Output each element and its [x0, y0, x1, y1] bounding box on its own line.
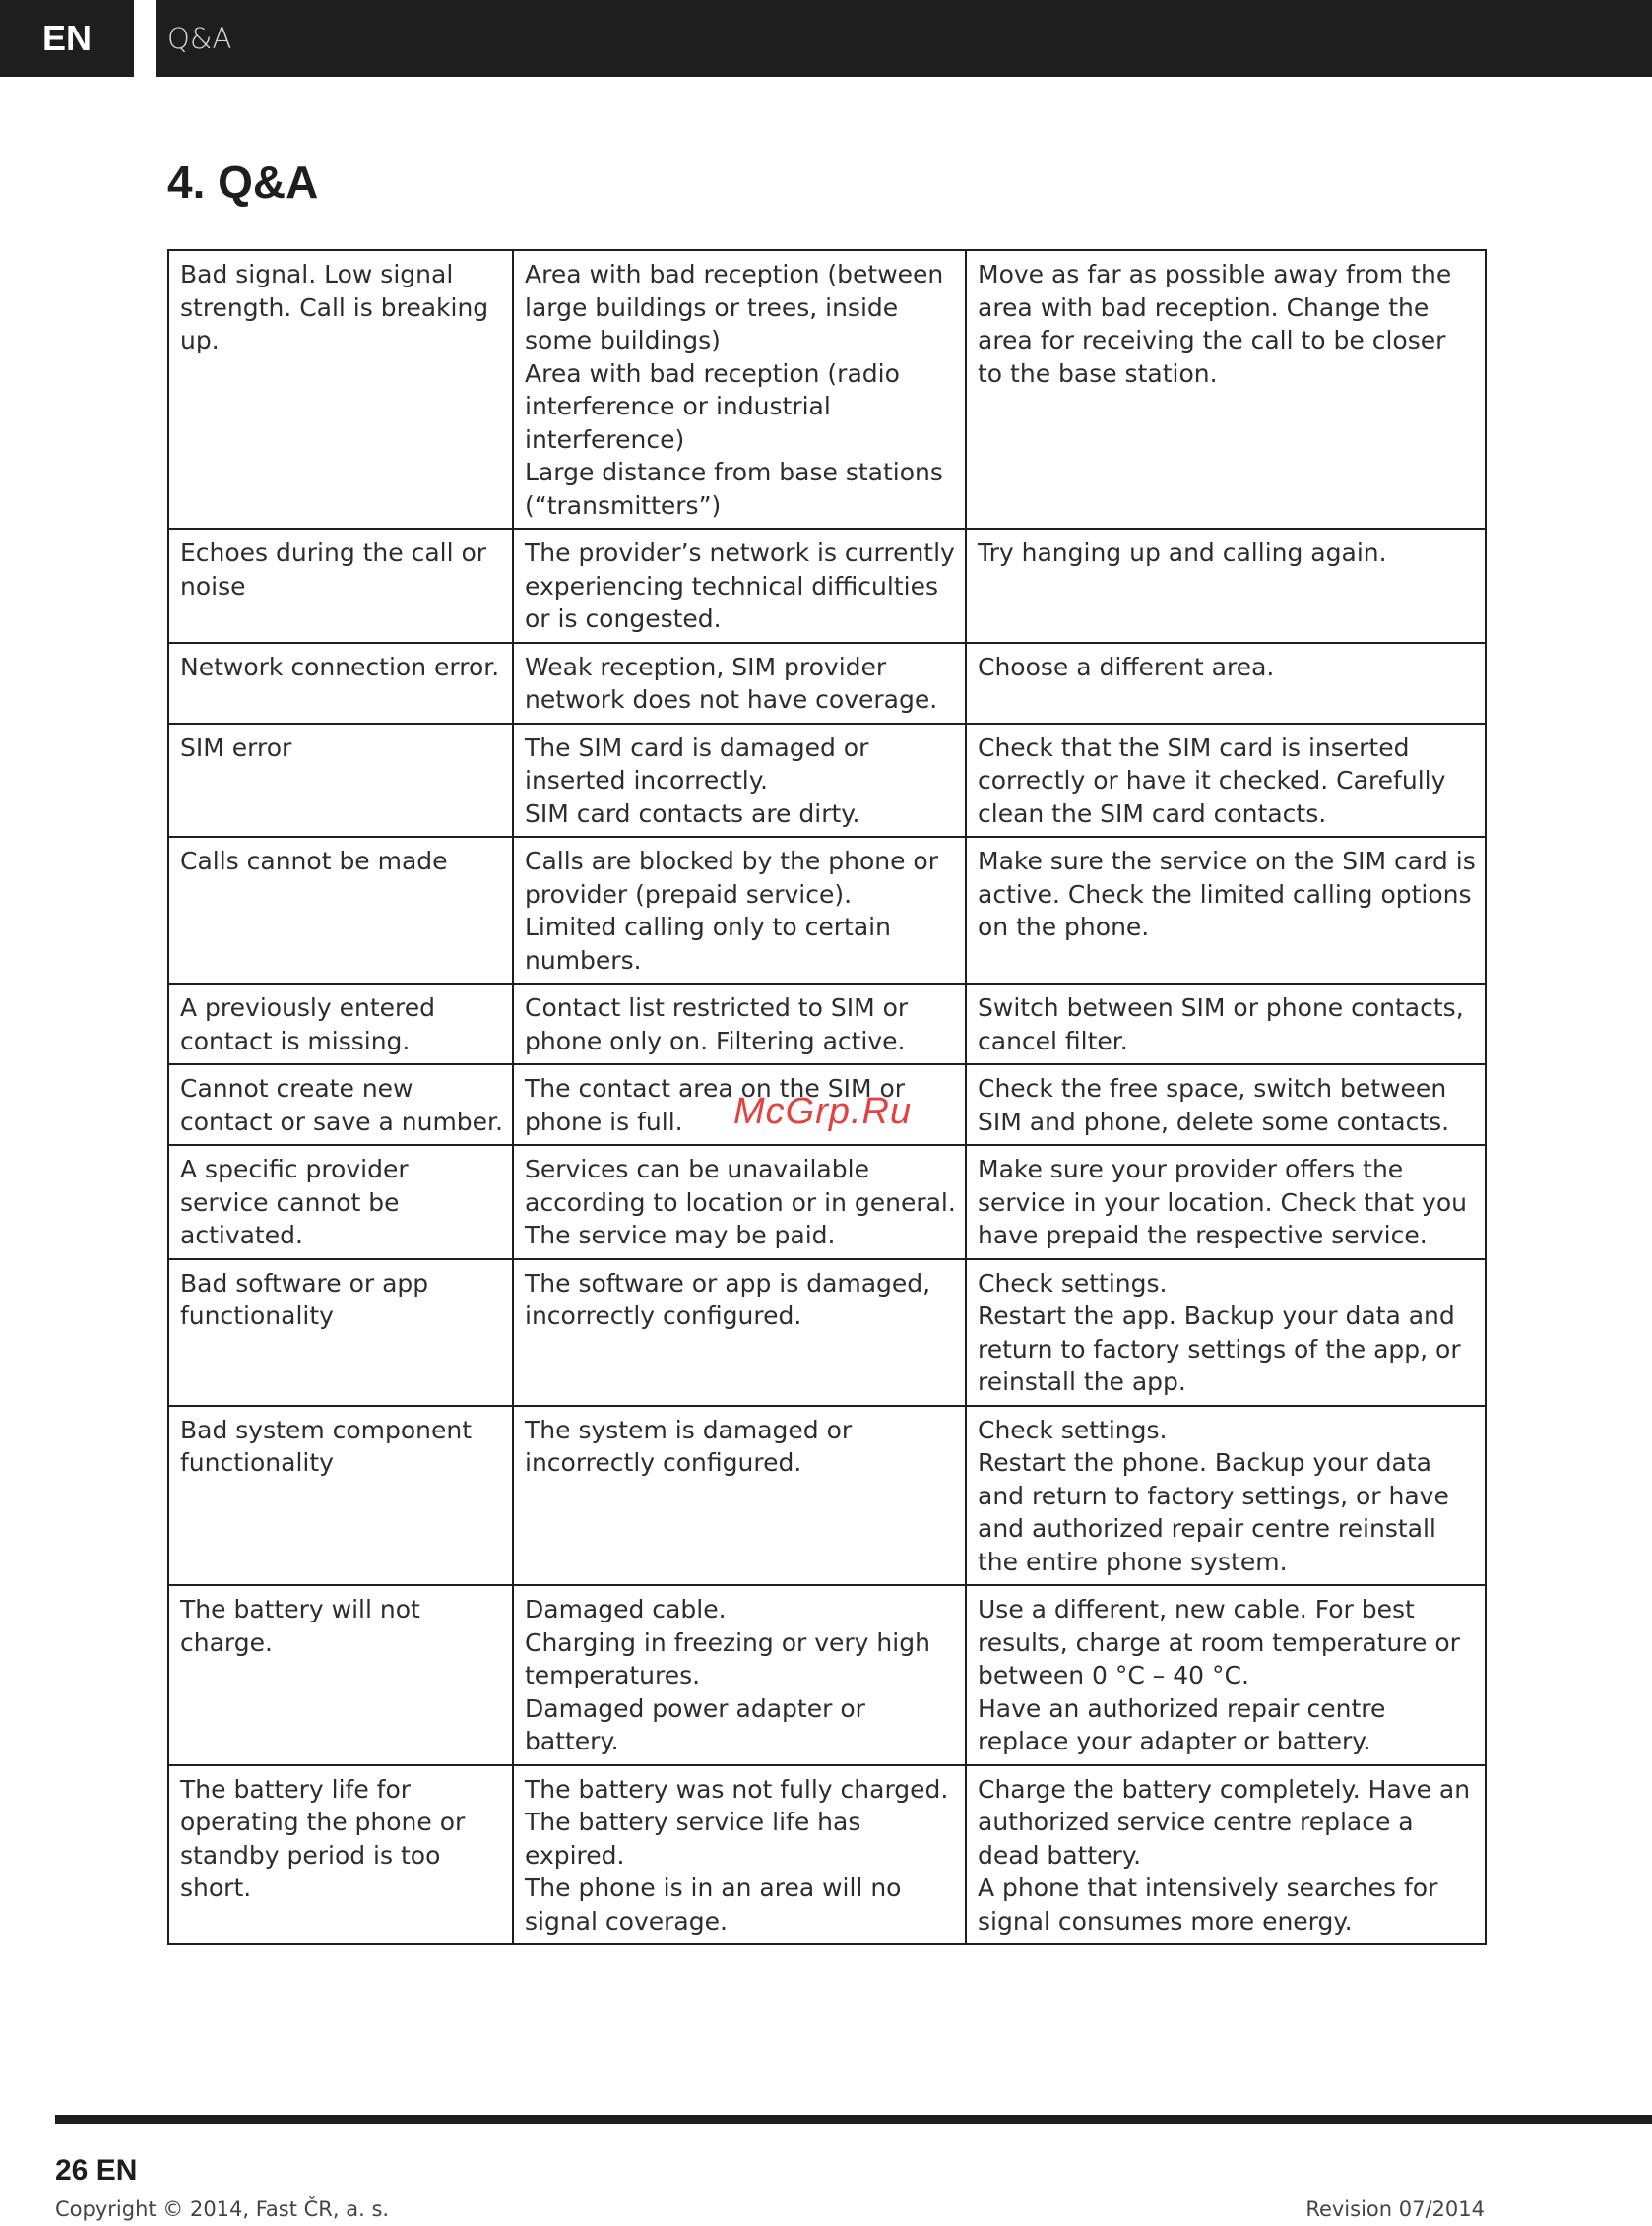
- solution-cell: Make sure the service on the SIM card is active. Check the limited calling options on the phone.: [966, 837, 1486, 984]
- cause-cell: The provider’s network is currently experiencing technical difficulties or is congested.: [513, 529, 966, 643]
- problem-cell: A specific provider service cannot be activated.: [168, 1145, 513, 1259]
- problem-cell: Echoes during the call or noise: [168, 529, 513, 643]
- solution-cell: Check the free space, switch between SIM and phone, delete some contacts.: [966, 1064, 1486, 1145]
- table-row: [168, 1259, 1486, 1406]
- solution-cell: Make sure your provider offers the service in your location. Check that you have prepaid the respective service.: [966, 1145, 1486, 1259]
- solution-cell: Check settings. Restart the app. Backup your data and return to factory settings of the app, or reinstall the app.: [966, 1259, 1486, 1406]
- cause-cell: Contact list restricted to SIM or phone only on. Filtering active.: [513, 984, 966, 1064]
- solution-cell: Try hanging up and calling again.: [966, 529, 1486, 643]
- cause-cell: The software or app is damaged, incorrectly configured.: [513, 1259, 966, 1406]
- solution-cell: Charge the battery completely. Have an authorized service centre replace a dead battery. A phone that intensively searches for signal consumes more energy.: [966, 1765, 1486, 1945]
- cause-cell: Services can be unavailable according to location or in general. The service may be paid.: [513, 1145, 966, 1259]
- revision: Revision 07/2014: [1305, 2197, 1485, 2221]
- problem-cell: Cannot create new contact or save a number.: [168, 1064, 513, 1145]
- problem-cell: The battery life for operating the phone or standby period is too short.: [168, 1765, 513, 1945]
- page-number: 26 EN: [55, 2154, 138, 2187]
- table-row: [168, 643, 1486, 724]
- solution-cell: Check settings. Restart the phone. Backup your data and return to factory settings, or have and authorized repair centre reinstall the entire phone system.: [966, 1406, 1486, 1586]
- page-title: 4. Q&A: [167, 157, 319, 208]
- cause-cell: The SIM card is damaged or inserted incorrectly. SIM card contacts are dirty.: [513, 724, 966, 838]
- table-row: [168, 529, 1486, 643]
- footer-rule: [55, 2115, 1652, 2124]
- solution-cell: Choose a different area.: [966, 643, 1486, 724]
- cause-cell: Weak reception, SIM provider network does not have coverage.: [513, 643, 966, 724]
- table-row: [168, 1585, 1486, 1765]
- cause-cell: The contact area on the SIM or phone is full.: [513, 1064, 966, 1145]
- problem-cell: Bad system component functionality: [168, 1406, 513, 1586]
- problem-cell: Bad software or app functionality: [168, 1259, 513, 1406]
- copyright: Copyright © 2014, Fast ČR, a. s.: [55, 2197, 390, 2221]
- top-bar: [0, 0, 1652, 77]
- table-row: [168, 1765, 1486, 1945]
- table-row: [168, 1145, 1486, 1259]
- problem-cell: Calls cannot be made: [168, 837, 513, 984]
- solution-cell: Switch between SIM or phone contacts, cancel filter.: [966, 984, 1486, 1064]
- table-row: [168, 250, 1486, 529]
- problem-cell: Bad signal. Low signal strength. Call is breaking up.: [168, 250, 513, 529]
- table-row: [168, 984, 1486, 1064]
- section-header: Q&A: [156, 0, 1652, 77]
- table-row: [168, 837, 1486, 984]
- language-badge: EN: [0, 0, 134, 77]
- problem-cell: Network connection error.: [168, 643, 513, 724]
- cause-cell: The battery was not fully charged. The battery service life has expired. The phone is in an area will no signal coverage.: [513, 1765, 966, 1945]
- table-row: [168, 724, 1486, 838]
- problem-cell: The battery will not charge.: [168, 1585, 513, 1765]
- watermark: McGrp.Ru: [733, 1091, 913, 1132]
- cause-cell: Calls are blocked by the phone or provider (prepaid service). Limited calling only to certain numbers.: [513, 837, 966, 984]
- solution-cell: Use a different, new cable. For best results, charge at room temperature or between 0 °C – 40 °C. Have an authorized repair centre replace your adapter or battery.: [966, 1585, 1486, 1765]
- cause-cell: Damaged cable. Charging in freezing or very high temperatures. Damaged power adapter or battery.: [513, 1585, 966, 1765]
- cause-cell: The system is damaged or incorrectly configured.: [513, 1406, 966, 1586]
- problem-cell: A previously entered contact is missing.: [168, 984, 513, 1064]
- solution-cell: Move as far as possible away from the area with bad reception. Change the area for receiving the call to be closer to the base station.: [966, 250, 1486, 529]
- table-row: [168, 1406, 1486, 1586]
- solution-cell: Check that the SIM card is inserted correctly or have it checked. Carefully clean the SIM card contacts.: [966, 724, 1486, 838]
- cause-cell: Area with bad reception (between large buildings or trees, inside some buildings) Area with bad reception (radio interference or industrial interference) Large distance from base stations (“transmitters”): [513, 250, 966, 529]
- problem-cell: SIM error: [168, 724, 513, 838]
